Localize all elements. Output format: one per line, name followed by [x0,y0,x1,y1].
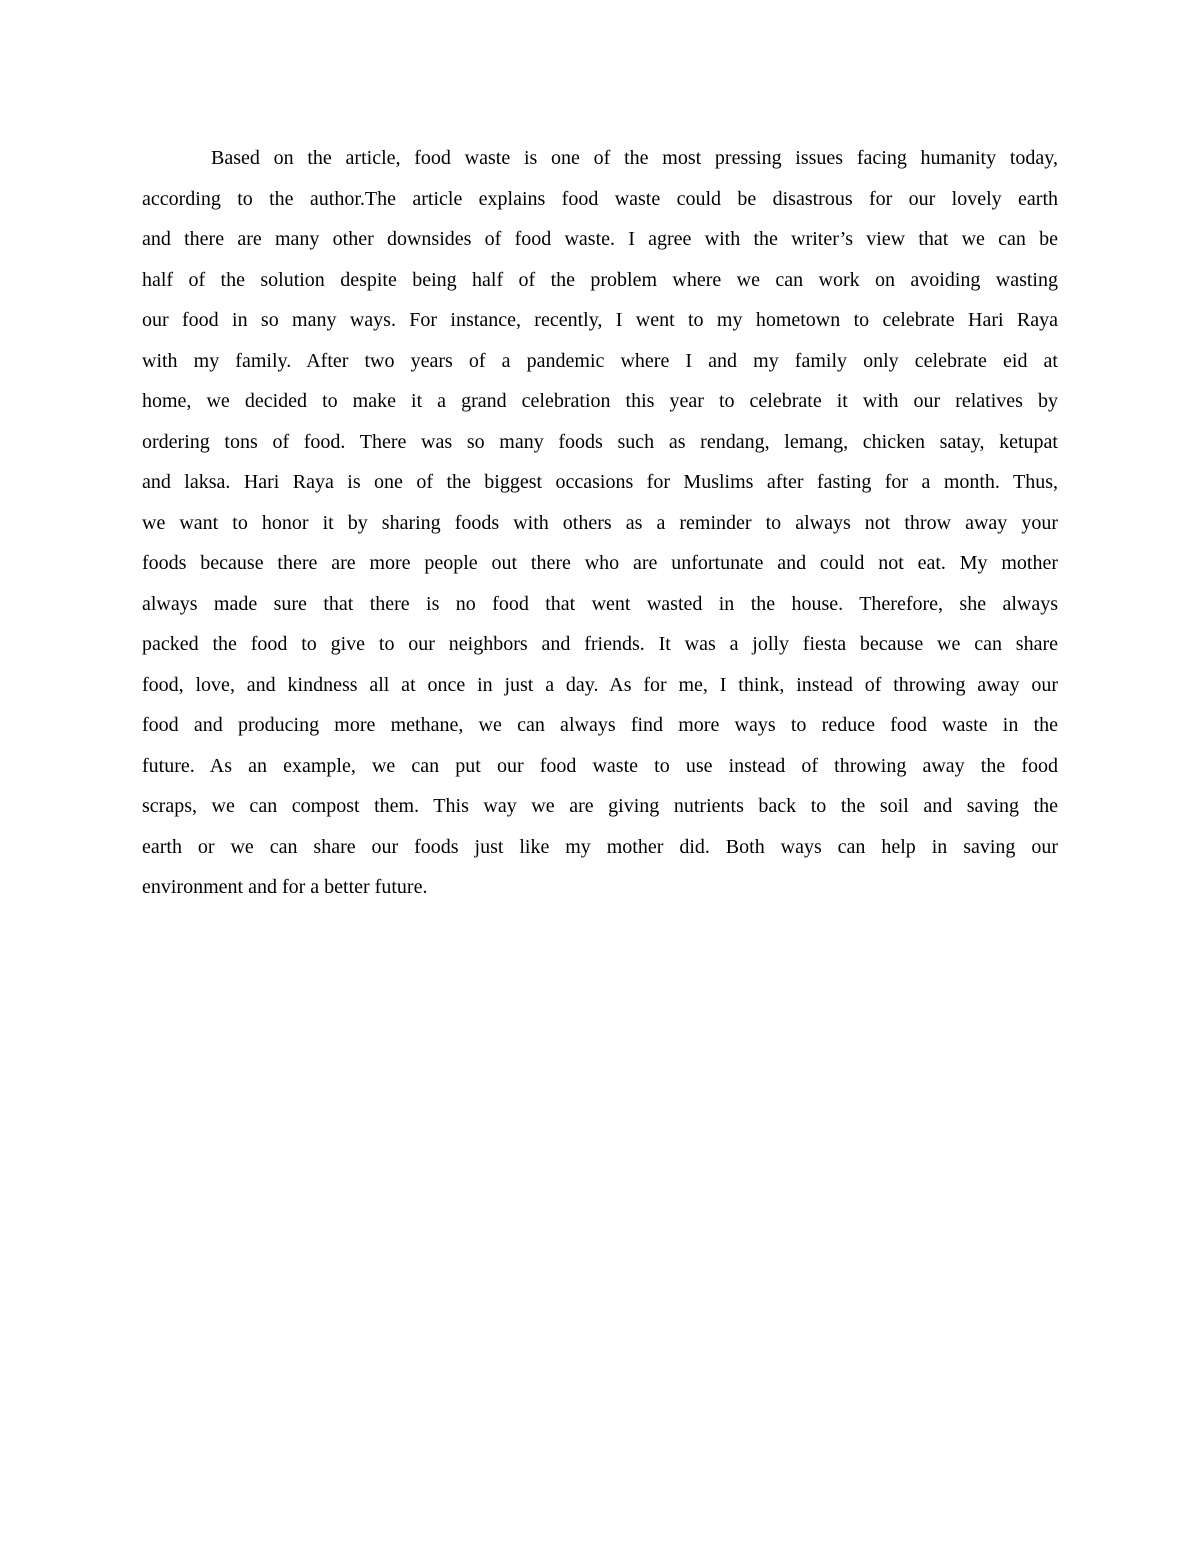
paragraph-line: foods because there are more people out there who are unfortunate and could not eat. My mother [142,552,1058,574]
paragraph-line: and there are many other downsides of food waste. I agree with the writer’s view that we can be [142,228,1058,250]
paragraph-line: and laksa. Hari Raya is one of the biggest occasions for Muslims after fasting for a month. Thus, [142,471,1058,493]
paragraph-line: always made sure that there is no food that went wasted in the house. Therefore, she always [142,592,1058,615]
essay-paragraph [142,138,1058,908]
paragraph-line: with my family. After two years of a pandemic where I and my family only celebrate eid at [142,349,1058,372]
paragraph-line: environment and for a better future. [142,876,428,898]
paragraph-line: Based on the article, food waste is one of the most pressing issues facing humanity today, [211,147,1058,169]
paragraph-line: our food in so many ways. For instance, recently, I went to my hometown to celebrate Hari Raya [142,309,1058,331]
paragraph-line: food and producing more methane, we can always find more ways to reduce food waste in the [142,714,1058,736]
paragraph-line: according to the author.The article explains food waste could be disastrous for our lovely earth [142,187,1058,210]
paragraph-line: scraps, we can compost them. This way we are giving nutrients back to the soil and saving the [142,795,1058,817]
paragraph-line: food, love, and kindness all at once in just a day. As for me, I think, instead of throwing away our [142,673,1058,696]
paragraph-line: earth or we can share our foods just like my mother did. Both ways can help in saving our [142,835,1058,858]
paragraph-line: we want to honor it by sharing foods with others as a reminder to always not throw away your [142,511,1058,534]
paragraph-line: home, we decided to make it a grand celebration this year to celebrate it with our relatives by [142,390,1058,412]
paragraph-line: half of the solution despite being half of the problem where we can work on avoiding wasting [142,268,1058,291]
paragraph-line: future. As an example, we can put our food waste to use instead of throwing away the food [142,754,1058,777]
paragraph-line: ordering tons of food. There was so many foods such as rendang, lemang, chicken satay, ketupat [142,430,1058,453]
paragraph-line: packed the food to give to our neighbors and friends. It was a jolly fiesta because we can share [142,633,1058,655]
